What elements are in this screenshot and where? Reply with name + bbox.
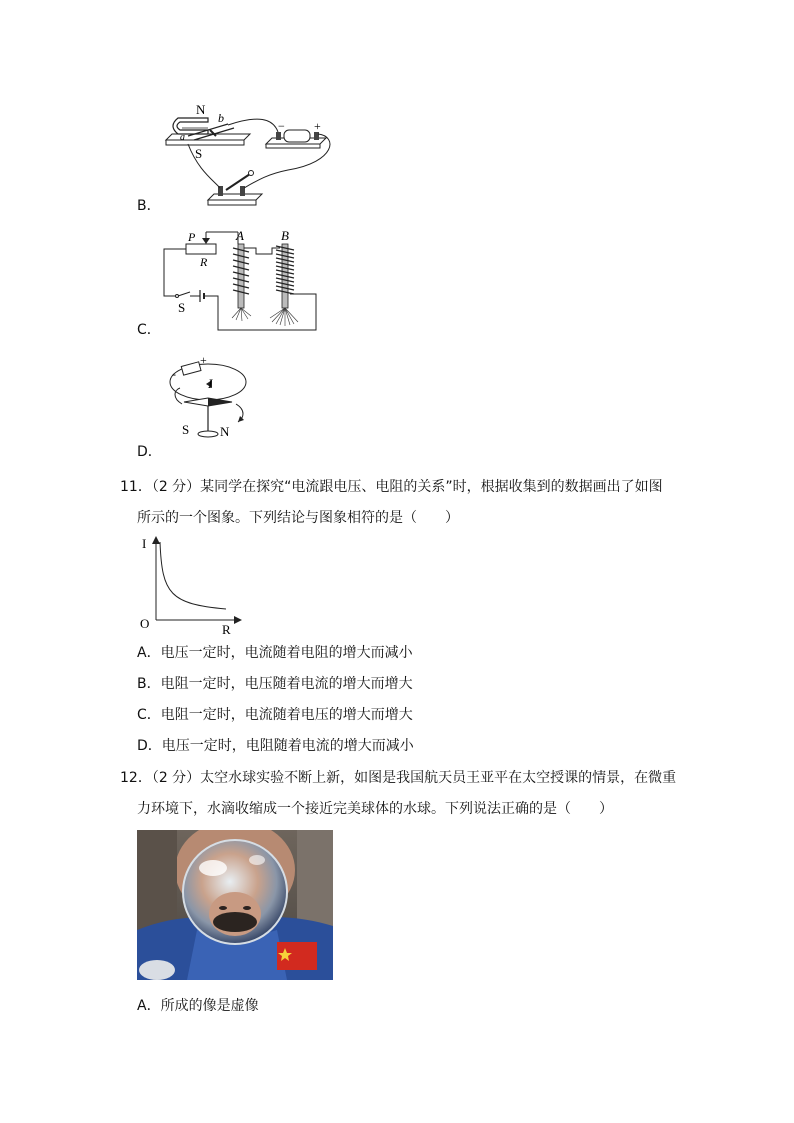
fig-b-label-n: N: [196, 102, 206, 117]
graph-origin-label: O: [140, 616, 150, 631]
question-12-line2: 力环境下，水滴收缩成一个接近完美球体的水球。下列说法正确的是（ ）: [137, 801, 613, 817]
q11-option-c: C．电阻一定时，电流随着电压的增大而增大: [137, 707, 413, 723]
option-d-label: D．: [137, 444, 162, 460]
fig-d-label-plus: +: [200, 353, 207, 367]
fig-b-label-s: S: [195, 146, 203, 161]
q11-option-a: A．电压一定时，电流随着电阻的增大而减小: [137, 645, 413, 661]
fig-b-label-b: b: [218, 111, 224, 125]
water-ball-photo: [137, 830, 333, 980]
option-c-label: C．: [137, 322, 161, 338]
fig-d-label-n: N: [220, 424, 230, 439]
option-b-figure: [158, 100, 348, 212]
graph-y-label: I: [142, 536, 147, 551]
question-12-line1: 12．（2 分）太空水球实验不断上新，如图是我国航天员王亚平在太空授课的情景，在微重: [120, 770, 677, 786]
fig-c-label-a: A: [236, 228, 244, 243]
graph-curve: [160, 542, 226, 609]
fig-d-label-minus: -: [172, 367, 176, 381]
fig-b-label-plus: +: [314, 119, 321, 133]
question-11-line1: 11．（2 分）某同学在探究“电流跟电压、电阻的关系”时，根据收集到的数据画出了如图: [120, 479, 663, 495]
q12-option-a: A．所成的像是虚像: [137, 998, 259, 1014]
fig-c-label-r: R: [200, 255, 208, 269]
q11-option-b: B．电阻一定时，电压随着电流的增大而增大: [137, 676, 413, 692]
fig-c-label-s: S: [178, 300, 186, 315]
option-c-figure: [160, 226, 322, 334]
option-b-label: B．: [137, 198, 161, 214]
q11-option-d: D．电压一定时，电阻随着电流的增大而减小: [137, 738, 414, 754]
fig-c-label-p: P: [188, 230, 196, 244]
q11-i-r-graph: [136, 534, 246, 638]
fig-b-label-a: a: [180, 132, 185, 143]
fig-d-label-i: I: [208, 376, 213, 391]
fig-c-label-b: B: [281, 228, 289, 243]
option-d-figure: [162, 352, 254, 444]
fig-b-label-minus: −: [278, 119, 285, 133]
graph-x-label: R: [222, 622, 231, 637]
question-11-line2: 所示的一个图象。下列结论与图象相符的是（ ）: [137, 510, 459, 526]
fig-d-label-s: S: [182, 422, 190, 437]
